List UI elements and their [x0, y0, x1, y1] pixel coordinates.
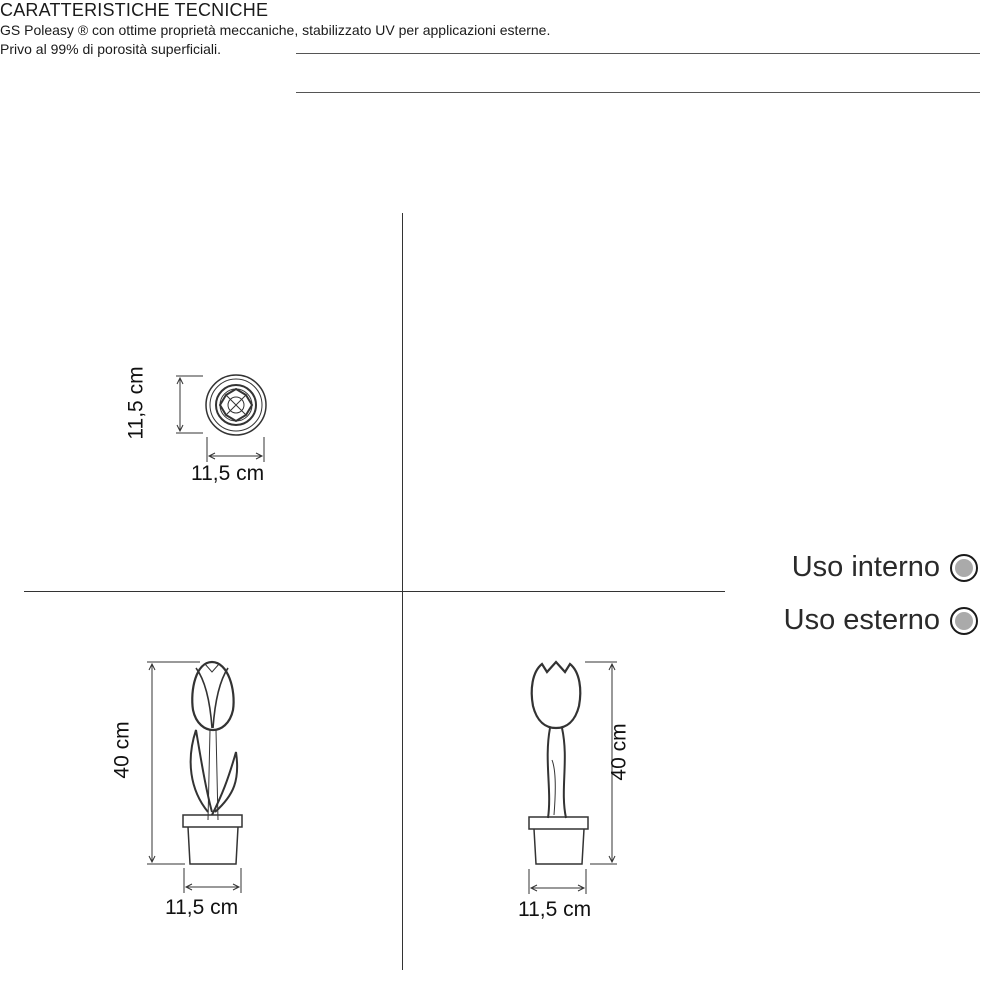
front-view-height-label: 40 cm	[110, 721, 134, 779]
side-view-width-label: 11,5 cm	[518, 898, 592, 921]
usage-outdoor-label: Uso esterno	[783, 604, 940, 636]
usage-indoor-label: Uso interno	[791, 551, 940, 583]
top-view-height-label: 11,5 cm	[124, 366, 148, 440]
side-view-height-label: 40 cm	[607, 723, 631, 781]
description-line-2: Privo al 99% di porosità superficiali.	[0, 41, 221, 57]
section-title: CARATTERISTICHE TECNICHE	[0, 0, 269, 20]
front-view-width-label: 11,5 cm	[165, 896, 239, 919]
top-view-width-label: 11,5 cm	[191, 462, 265, 485]
description-line-1: GS Poleasy ® con ottime proprietà meccaniche, stabilizzato UV per applicazioni esterne.	[0, 22, 551, 38]
